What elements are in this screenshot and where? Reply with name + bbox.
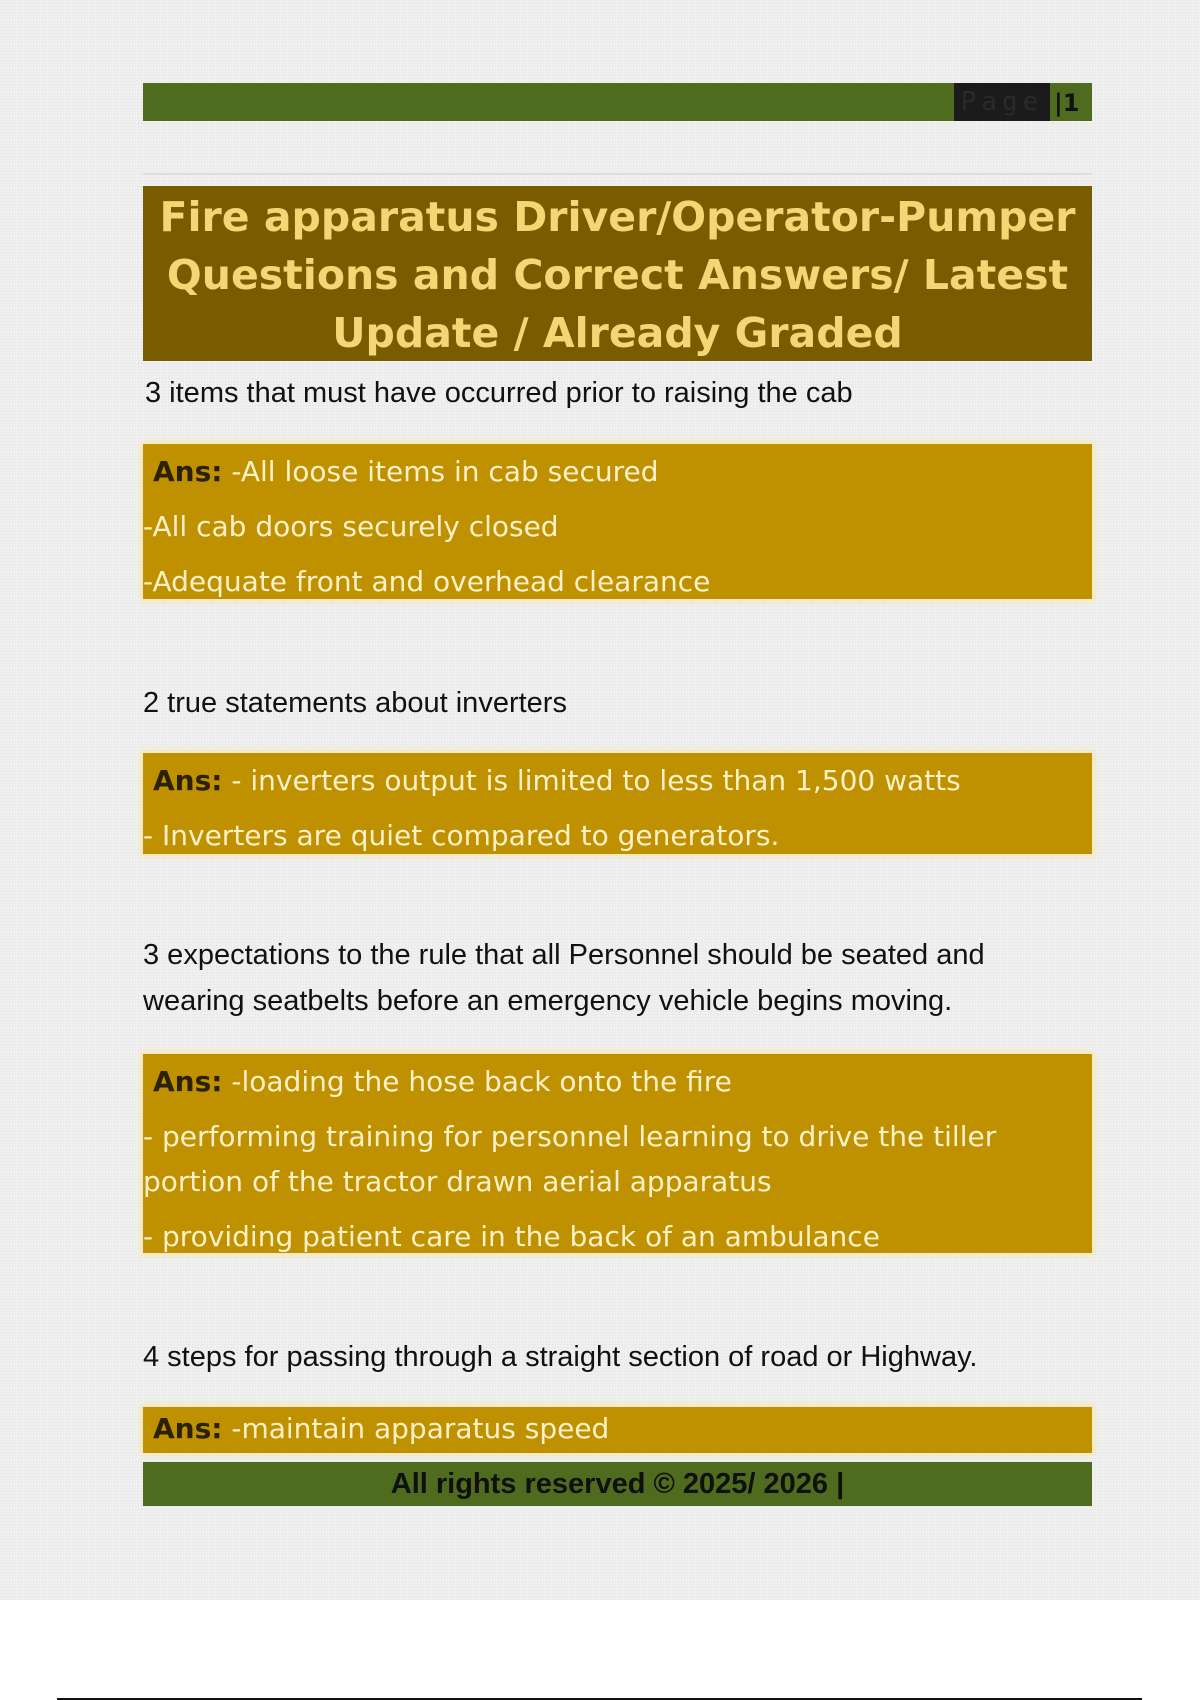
answer-line: - providing patient care in the back of an ambulance	[143, 1220, 880, 1253]
page-number-value: 1	[1062, 89, 1080, 117]
answer-line: -All cab doors securely closed	[143, 510, 559, 543]
answer-line	[143, 753, 1092, 808]
page-separator: |	[1054, 89, 1063, 117]
answer-line: -Adequate front and overhead clearance	[143, 565, 711, 598]
question-1: 3 items that must have occurred prior to raising the cab	[145, 377, 853, 409]
footer-bar: All rights reserved © 2025/ 2026 |	[143, 1462, 1092, 1506]
page-number	[1050, 83, 1092, 121]
answer-text: -All loose items in cab secured	[222, 455, 659, 488]
answer-text: -maintain apparatus speed	[222, 1412, 610, 1445]
answer-label: Ans:	[153, 764, 223, 797]
question-3: 3 expectations to the rule that all Personnel should be seated and wearing seatbelts before an emergency vehicle begins moving.	[143, 939, 985, 1017]
answer-line	[143, 444, 1092, 499]
title-line-2: Questions and Correct Answers/ Latest	[166, 251, 1069, 299]
answer-box-2	[143, 753, 1092, 854]
answer-label: Ans:	[153, 1065, 223, 1098]
document-title	[143, 186, 1092, 361]
page-label: Page	[954, 83, 1050, 121]
answer-box-1	[143, 444, 1092, 599]
answer-box-4	[143, 1407, 1092, 1453]
answer-text: - inverters output is limited to less than 1,500 watts	[222, 764, 961, 797]
question-2: 2 true statements about inverters	[143, 687, 567, 719]
answer-box-3	[143, 1054, 1092, 1253]
answer-line: - Inverters are quiet compared to generators.	[143, 819, 780, 852]
answer-line: - performing training for personnel learning to drive the tiller portion of the tractor drawn aerial apparatus	[143, 1120, 997, 1198]
header-bar	[143, 83, 1092, 121]
answer-label: Ans:	[153, 455, 223, 488]
header-divider	[143, 173, 1092, 175]
answer-line	[143, 1407, 1092, 1451]
answer-line	[143, 1054, 1092, 1109]
answer-text: -loading the hose back onto the fire	[222, 1065, 732, 1098]
title-line-1: Fire apparatus Driver/Operator-Pumper	[159, 193, 1076, 241]
answer-label: Ans:	[153, 1412, 223, 1445]
question-4: 4 steps for passing through a straight section of road or Highway.	[143, 1341, 978, 1373]
title-line-3: Update / Already Graded	[332, 309, 903, 357]
